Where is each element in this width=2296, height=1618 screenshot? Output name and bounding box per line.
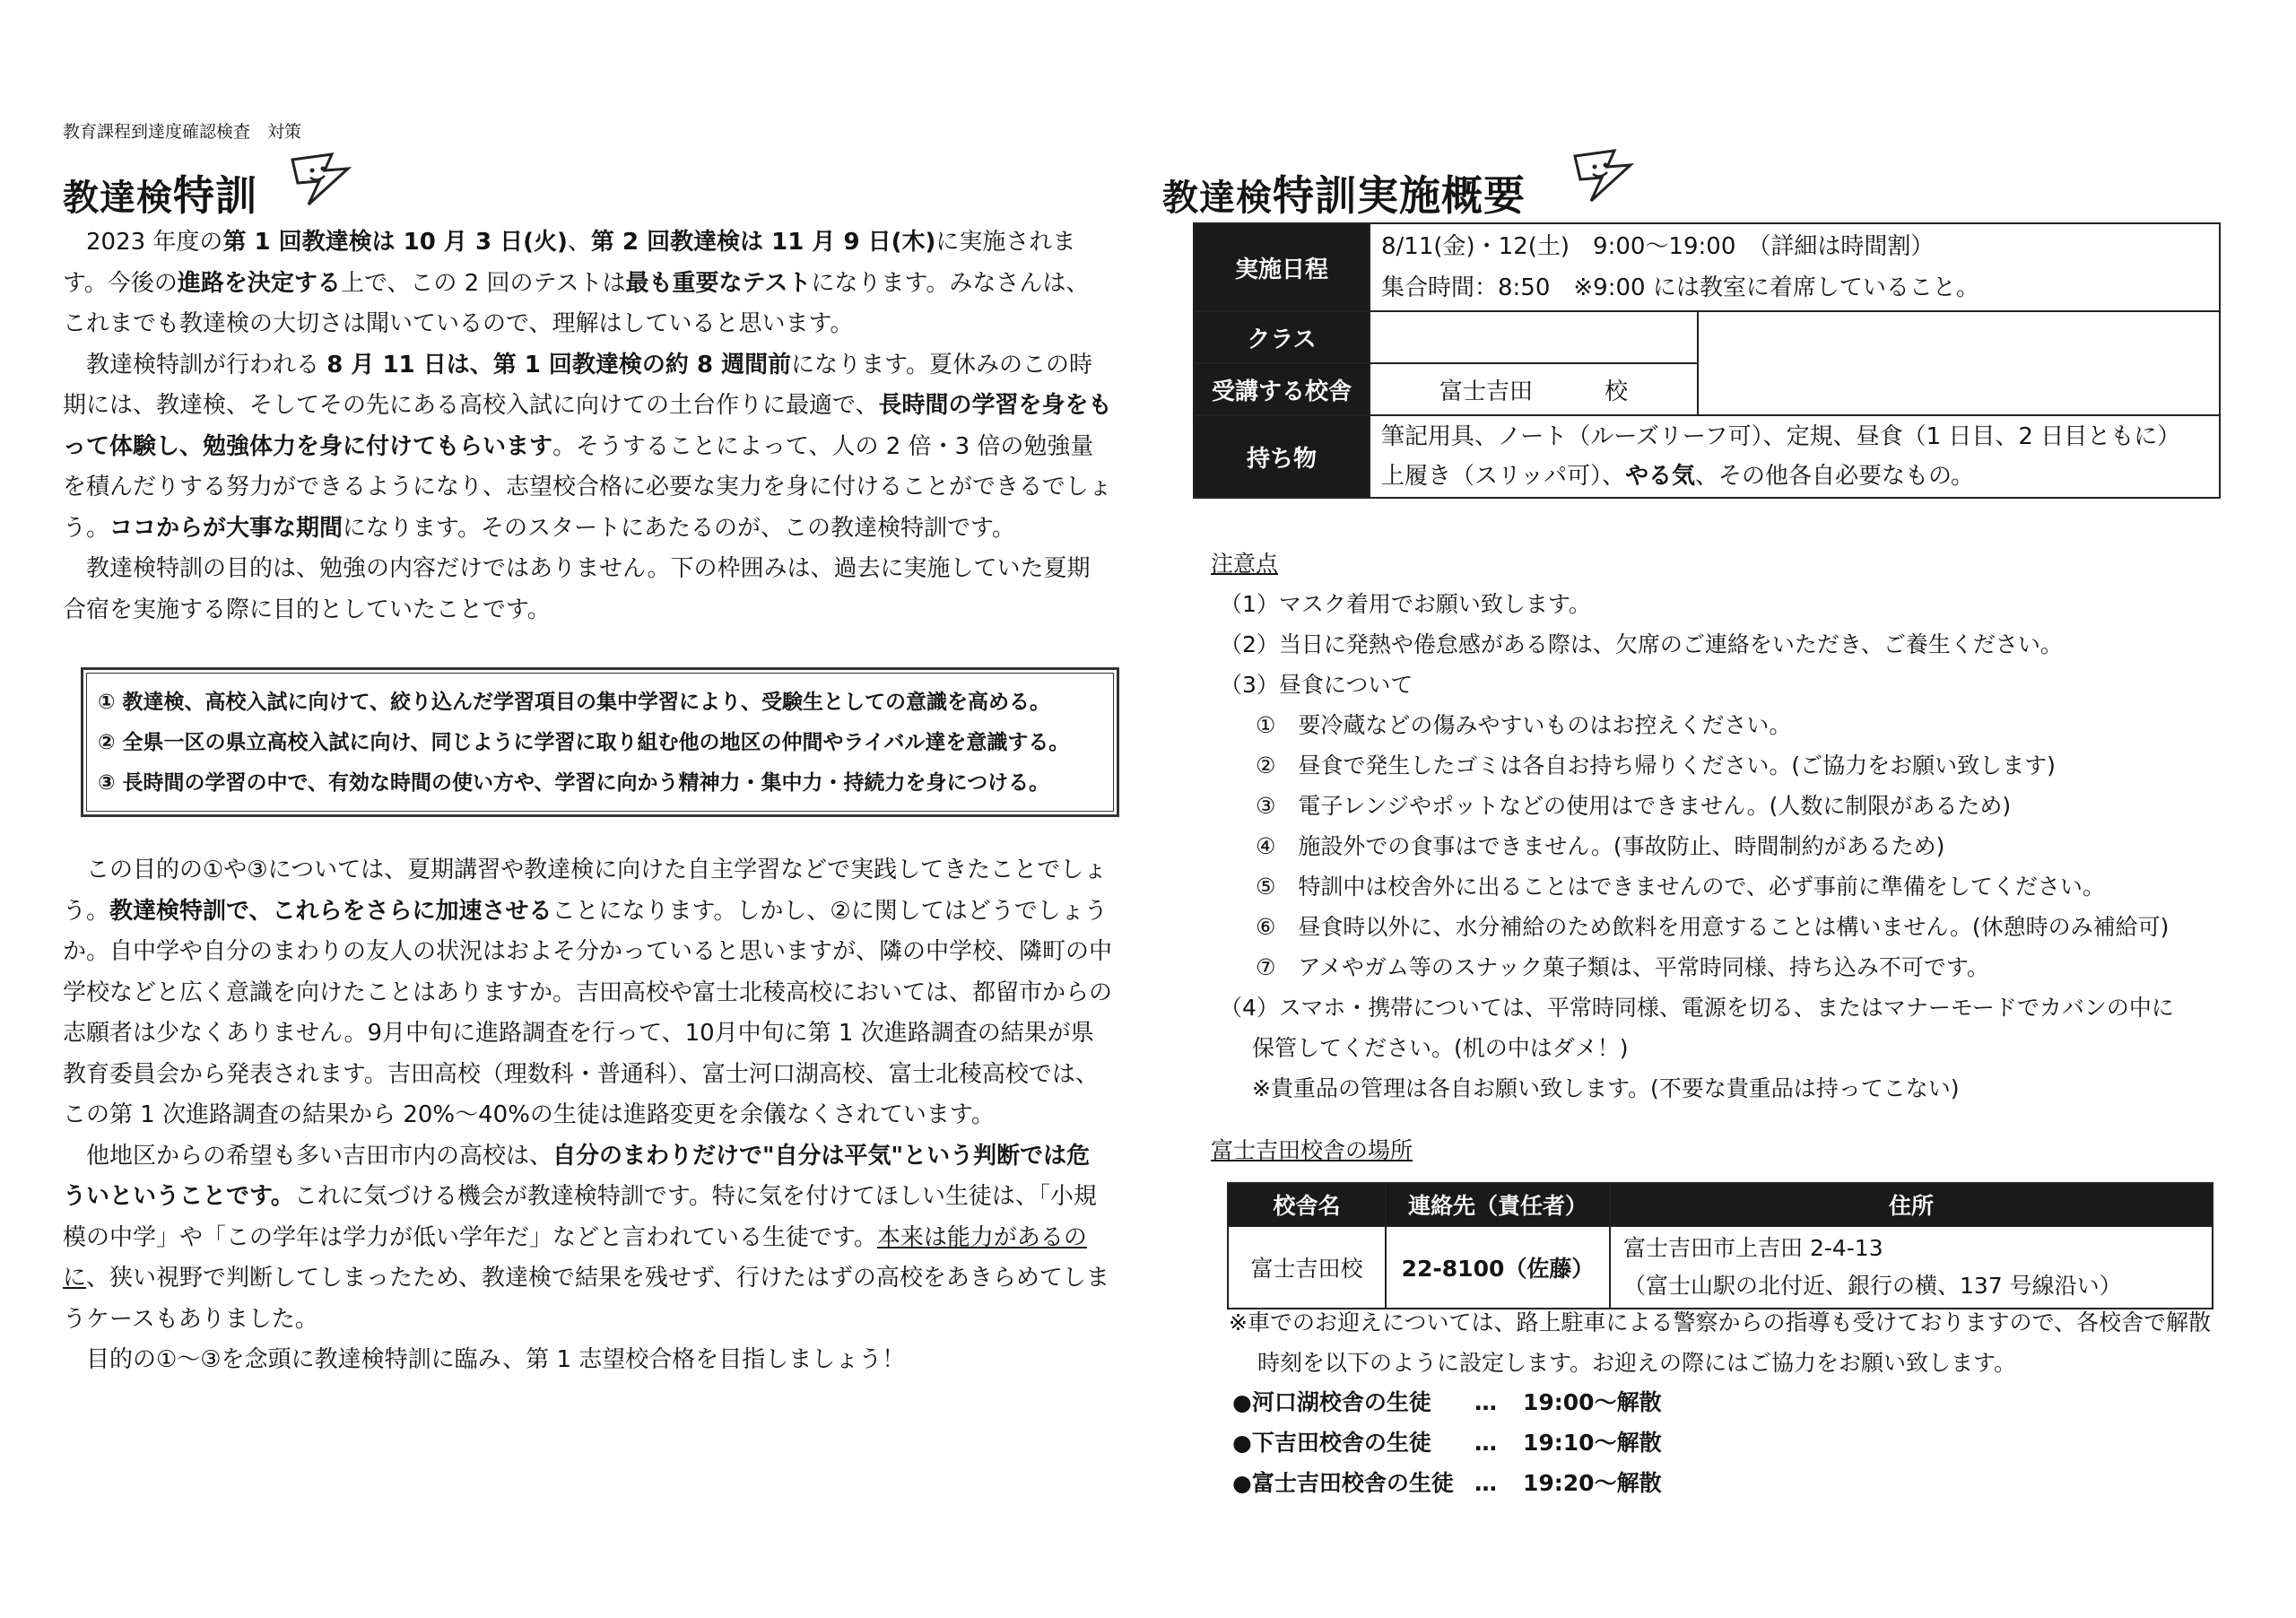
- schedule-line-1: 8/11(金)・12(土) 9:00〜19:00 （詳細は時間割）: [1381, 233, 1935, 260]
- goal-item: ① 教達検、高校入試に向けて、絞り込んだ学習項目の集中学習により、受験生としての意識を高める。: [98, 691, 1051, 714]
- loc-header-address: 住所: [1610, 1183, 2213, 1226]
- paragraph-6: 目的の①〜③を念頭に教達検特訓に臨み、第 1 志望校合格を目指しましょう！: [86, 1346, 906, 1373]
- car-note-line-2: 時刻を以下のように設定します。お迎えの際にはご協力をお願い致します。: [1257, 1350, 2017, 1376]
- loc-header-contact: 連絡先（責任者）: [1386, 1183, 1610, 1226]
- goal-item: ② 全県一区の県立高校入試に向け、同じように学習に取り組む他の地区の仲間やライバル達を意識する。: [98, 731, 1070, 754]
- schedule-label: 実施日程: [1194, 223, 1370, 311]
- location-title: 富士吉田校舎の場所: [1211, 1137, 1413, 1163]
- note-item: （2）当日に発熱や倦怠感がある際は、欠席のご連絡をいただき、ご養生ください。: [1220, 631, 2063, 657]
- right-title: [1162, 163, 1526, 222]
- paragraph-1: 2023 年度の第 1 回教達検は 10 月 3 日(火)、第 2 回教達検は 11 月 9 日(木)に実施されます。今後の進路を決定する上で、この 2 回のテストは最も重要なテストになります。みなさんは、これまでも教達検の大切さは聞いているので、理解はしていると思います。: [63, 229, 1090, 337]
- items-line-1: 筆記用具、ノート（ルーズリーフ可）、定規、昼食（1 日目、2 日目ともに）: [1381, 423, 2181, 450]
- paragraph-3: 教達検特訓の目的は、勉強の内容だけではありません。下の枠囲みは、過去に実施していた夏期合宿を実施する際に目的としていたことです。: [63, 555, 1091, 623]
- location-table: [1227, 1182, 2213, 1309]
- lunch-item: ① 要冷蔵などの傷みやすいものはお控えください。: [1256, 712, 1792, 738]
- note-item: （1）マスク着用でお願い致します。: [1220, 591, 1591, 617]
- notes-title: 注意点: [1211, 551, 1279, 577]
- goal-item: ③ 長時間の学習の中で、有効な時間の使い方や、学習に向かう精神力・集中力・持続力を身につける。: [98, 771, 1050, 795]
- schedule-line-2: 集合時間：8:50 ※9:00 には教室に着席していること。: [1381, 274, 1979, 301]
- loc-address-2: （富士山駅の北付近、銀行の横、137 号線沿い）: [1623, 1273, 2122, 1299]
- items-line-2: 上履き（スリッパ可）、やる気、その他各自必要なもの。: [1381, 463, 1974, 490]
- loc-header-name: 校舎名: [1228, 1183, 1386, 1226]
- left-intro: [63, 222, 1112, 631]
- lunch-item: ⑤ 特訓中は校舎外に出ることはできませんので、必ず事前に準備をしてください。: [1256, 874, 2105, 900]
- header-note: 教育課程到達度確認検査 対策: [63, 122, 302, 142]
- school-value: 富士吉田: [1439, 378, 1533, 405]
- paragraph-2: 教達検特訓が行われる 8 月 11 日は、第 1 回教達検の約 8 週間前になります。夏休みのこの時期には、教達検、そしてその先にある高校入試に向けての土台作りに最適で、長時間の学習を身をもって体験し、勉強体力を身に付けてもらいます。そうすることによって、人の 2 倍・3 倍の勉強量を積んだりする努力ができるようになり、志望校合格に必要な実力を身に付けることができるでしょう。ココからが大事な期間になります。そのスタートにあたるのが、この教達検特訓です。: [63, 351, 1112, 542]
- left-title-prefix: 教達検: [63, 178, 173, 219]
- left-title-main: 特訓: [173, 171, 257, 220]
- left-title: [63, 163, 257, 222]
- note-item: （4）スマホ・携帯については、平常時同様、電源を切る、またはマナーモードでカバンの中に: [1220, 995, 2174, 1021]
- note-item: （3）昼食について: [1220, 672, 1413, 698]
- car-note-line-1: ※車でのお迎えについては、路上駐車による警察からの指導も受けておりますので、各校舎で解散: [1229, 1309, 2211, 1335]
- lunch-item: ② 昼食で発生したゴミは各自お持ち帰りください。(ご協力をお願い致します): [1256, 752, 2056, 779]
- class-value: [1370, 311, 1698, 363]
- loc-address-1: 富士吉田市上吉田 2-4-13: [1623, 1235, 1883, 1261]
- lightning-face-icon: [285, 151, 355, 208]
- note-item-cont: ※貴重品の管理は各自お願い致します。(不要な貴重品は持ってこない): [1252, 1075, 1960, 1101]
- right-title-prefix: 教達検: [1162, 178, 1273, 219]
- school-suffix: 校: [1605, 378, 1629, 405]
- note-item-cont: 保管してください。(机の中はダメ！): [1252, 1035, 1629, 1061]
- class-label: クラス: [1194, 311, 1370, 363]
- lunch-item: ③ 電子レンジやポットなどの使用はできません。(人数に制限があるため): [1256, 793, 2012, 819]
- notes-section: [1211, 544, 2174, 1109]
- dismissal-row: ●河口湖校舎の生徒 … 19:00〜解散: [1232, 1389, 1662, 1415]
- dismissal-row: ●富士吉田校舎の生徒 … 19:20〜解散: [1232, 1470, 1662, 1496]
- lunch-item: ⑦ アメやガム等のスナック菓子類は、平常時同様、持ち込み不可です。: [1256, 954, 1989, 980]
- loc-contact: 22-8100（佐藤）: [1386, 1226, 1610, 1309]
- overview-table: [1193, 222, 2221, 499]
- school-label: 受講する校舎: [1194, 363, 1370, 415]
- loc-name: 富士吉田校: [1228, 1226, 1386, 1309]
- left-body: [63, 850, 1112, 1381]
- right-title-main: 特訓実施概要: [1273, 171, 1526, 220]
- goals-box: [81, 667, 1119, 817]
- dismissal-list: [1232, 1385, 1662, 1506]
- dismissal-row: ●下吉田校舎の生徒 … 19:10〜解散: [1232, 1430, 1662, 1456]
- items-label: 持ち物: [1194, 415, 1370, 498]
- paragraph-5: 他地区からの希望も多い吉田市内の高校は、自分のまわりだけで"自分は平気"という判断では危ういということです。これに気づける機会が教達検特訓です。特に気を付けてほしい生徒は、「小規模の中学」や「この学年は学力が低い学年だ」などと言われている生徒です。本来は能力があるのに、狭い視野で判断してしまったため、教達検で結果を残せず、行けたはずの高校をあきらめてしまうケースもありました。: [63, 1142, 1109, 1333]
- car-note: [1229, 1302, 2211, 1383]
- lunch-item: ④ 施設外での食事はできません。(事故防止、時間制約があるため): [1256, 833, 1945, 859]
- lunch-item: ⑥ 昼食時以外に、水分補給のため飲料を用意することは構いません。(休憩時のみ補給可): [1256, 914, 2170, 940]
- lightning-face-icon: [1568, 147, 1638, 204]
- paragraph-4: この目的の①や③については、夏期講習や教達検に向けた自主学習などで実践してきたことでしょう。教達検特訓で、これらをさらに加速させることになります。しかし、②に関してはどうでしょうか。自中学や自分のまわりの友人の状況はおよそ分かっていると思いますが、隣の中学校、隣町の中学校などと広く意識を向けたことはありますか。吉田高校や富士北稜高校においては、都留市からの志願者は少なくありません。9月中旬に進路調査を行って、10月中旬に第 1 次進路調査の結果が県教育委員会から発表されます。吉田高校（理数科・普通科）、富士河口湖高校、富士北稜高校では、この第 1 次進路調査の結果から 20%〜40%の生徒は進路変更を余儀なくされています。: [63, 857, 1113, 1128]
